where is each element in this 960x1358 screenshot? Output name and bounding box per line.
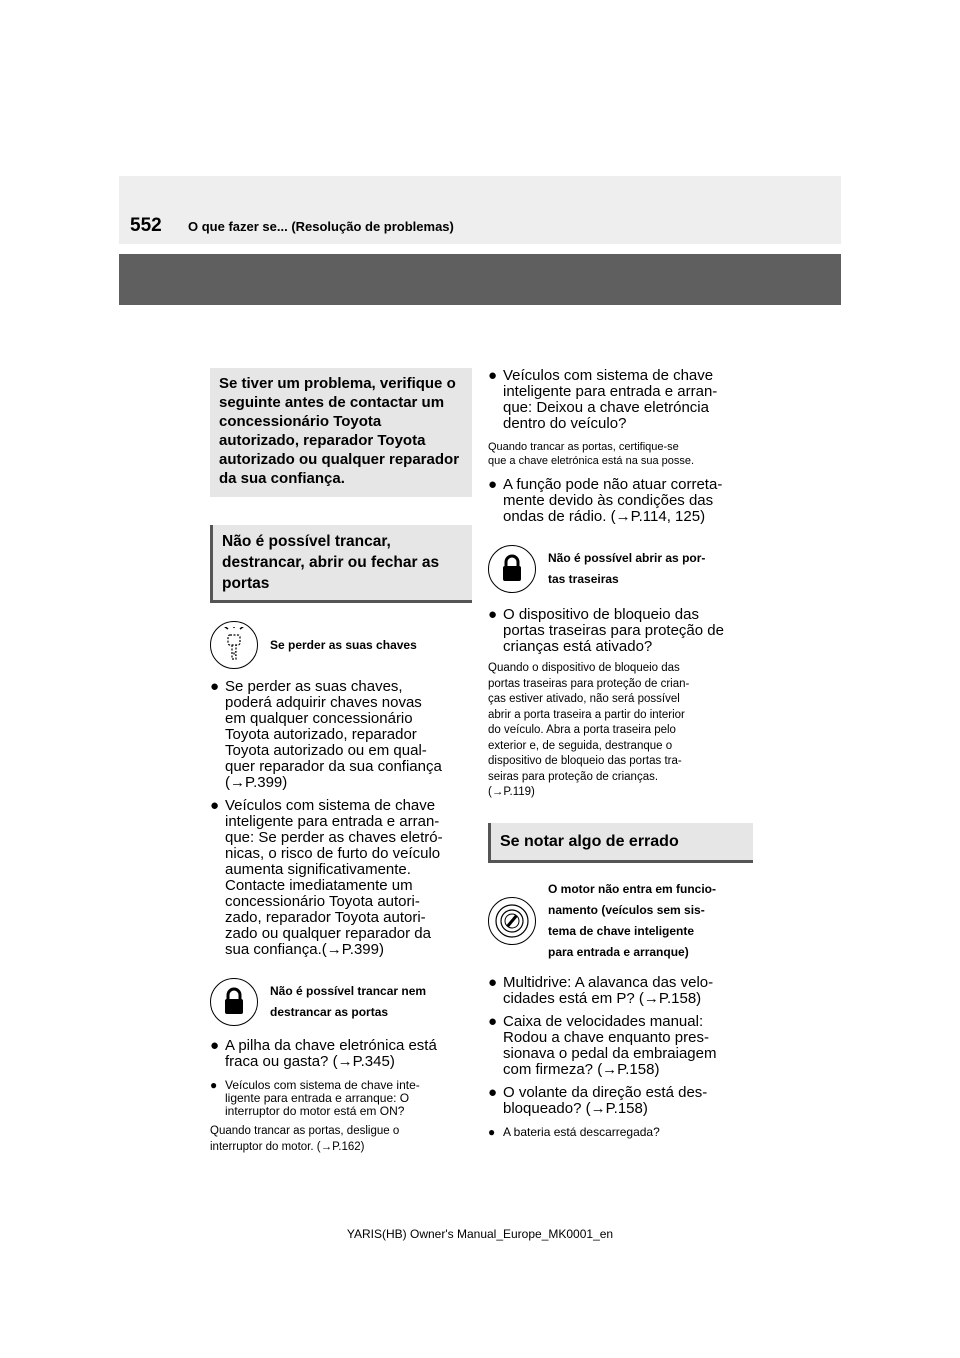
icon-row-engine xyxy=(488,879,753,963)
chapter-title: O que fazer se... (Resolução de problemas) xyxy=(188,219,454,234)
note-text: Quando trancar as portas, certifique-se que a chave eletrónica está na sua posse. xyxy=(488,441,695,467)
list-item: ● A pilha da chave eletrónica está fraca ou gasta? (→P.345) xyxy=(210,1037,437,1070)
icon-row-rear-doors xyxy=(488,545,753,593)
page-footer: YARIS(HB) Owner's Manual_Europe_MK0001_en xyxy=(346,1227,614,1241)
list-item: ● O volante da direção está des- bloqueado? (→P.158) xyxy=(488,1083,708,1117)
dark-title-band xyxy=(119,254,841,305)
key-icon xyxy=(210,621,258,669)
left-column xyxy=(210,368,472,1155)
section-doors-title: Não é possível trancar, destrancar, abrir ou fechar as portas xyxy=(210,525,472,603)
list-item: ● A função pode não atuar correta- mente devido às condições das ondas de rádio. (→P.114, 125) xyxy=(488,476,723,525)
list-item: ● Caixa de velocidades manual: Rodou a chave enquanto pres- sionava o pedal da embraiagem com firmeza? (→P.158) xyxy=(488,1012,717,1078)
icon-label-engine: O motor não entra em funcio- namento (veículos sem sis- tema de chave inteligente para entrada e arranque) xyxy=(548,881,717,959)
list-item: ● Multidrive: A alavanca das velo- cidades está em P? (→P.158) xyxy=(488,973,714,1007)
icon-label-cannot-lock: Não é possível trancar nem destrancar as portas xyxy=(270,984,427,1019)
icon-label-lost-keys: Se perder as suas chaves xyxy=(270,637,417,652)
list-item: ● Veículos com sistema de chave inteligente para entrada e arran- que: Se perder as chaves eletró- nicas, o risco de furto do veículo aumenta significativamente. Contacte imediatamente um concessionário Toyota autori- zado, reparador Toyota autori- zado ou qualquer reparador da sua confiança.(→P.399) xyxy=(210,797,443,958)
list-item: ● A bateria está descarregada? xyxy=(488,1124,660,1139)
list-item: ● Se perder as suas chaves, poderá adquirir chaves novas em qualquer concessionário Toyota autorizado, reparador Toyota autorizado ou em qual- quer reparador da sua confiança (→P.399) xyxy=(210,678,442,791)
icon-label-rear-doors: Não é possível abrir as por- tas traseiras xyxy=(548,551,706,586)
page-number: 552 xyxy=(130,215,162,236)
list-item: ● O dispositivo de bloqueio das portas traseiras para proteção de crianças está ativado? xyxy=(488,606,724,655)
lock-icon xyxy=(488,545,536,593)
intro-box: Se tiver um problema, verifique o seguinte antes de contactar um concessionário Toyota autorizado, reparador Toyota autorizado ou qualquer reparador da sua confiança. xyxy=(210,368,472,497)
section-something-wrong-title: Se notar algo de errado xyxy=(488,823,753,863)
icon-row-lost-keys xyxy=(210,621,472,669)
ignition-icon xyxy=(488,897,536,945)
list-item: ● Veículos com sistema de chave inteligente para entrada e arran- que: Deixou a chave eletróncia dentro do veículo? xyxy=(488,367,718,432)
lock-icon xyxy=(210,978,258,1026)
note-text: Quando trancar as portas, desligue o interruptor do motor. (→P.162) xyxy=(210,1125,400,1153)
right-column xyxy=(488,368,753,1139)
list-item: ● Veículos com sistema de chave inte- ligente para entrada e arranque: O interruptor do motor está em ON? xyxy=(210,1078,420,1118)
icon-row-cannot-lock xyxy=(210,978,472,1026)
note-text: Quando o dispositivo de bloqueio das portas traseiras para proteção de crian- ças estiver ativado, não será possível abrir a porta traseira a partir do interior do veículo. Abra a porta traseira pelo exterior e, de seguida, destranque o dispositivo de bloqueio das portas tra- seiras para proteção de crianças. (→P.119) xyxy=(488,662,690,798)
